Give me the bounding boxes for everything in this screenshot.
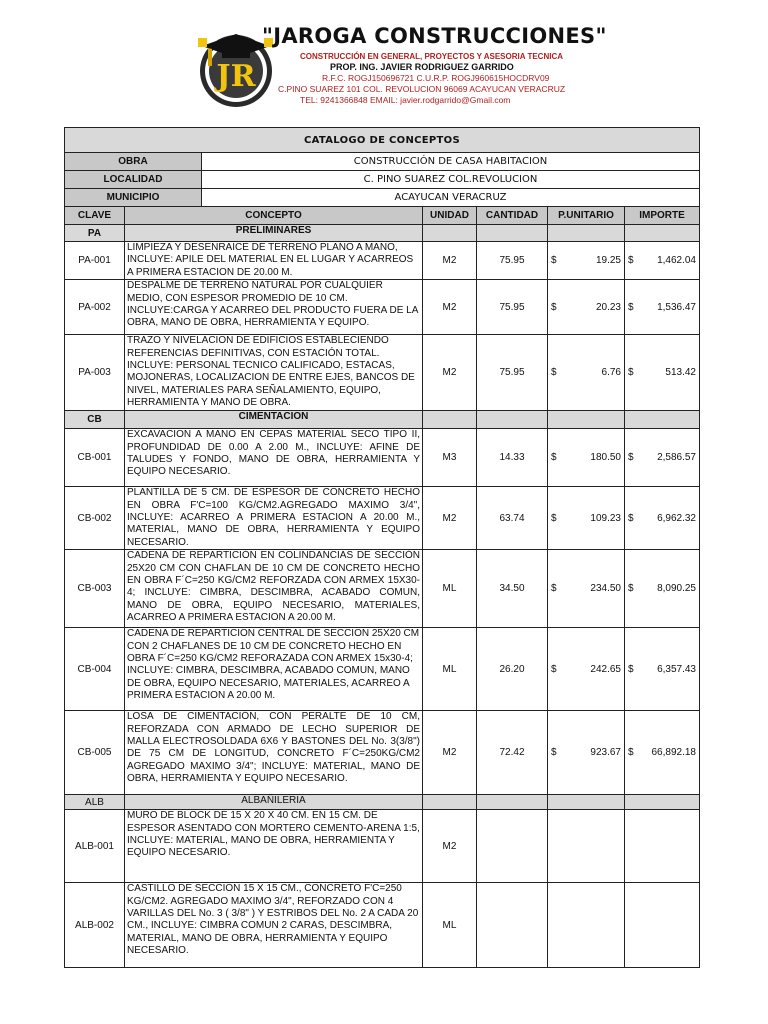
item-punitario (548, 711, 625, 795)
section-row (65, 225, 700, 242)
item-punitario (548, 628, 625, 711)
item-concepto: MURO DE BLOCK DE 15 X 20 X 40 CM. EN 15 CM. DE ESPESOR ASENTADO CON MORTERO CEMENTO-ARENA 1:5, INCLUYE: MATERIAL, MANO DE OBRA, HERRAMIENTA Y EQUIPO NECESARIO. (125, 810, 423, 883)
item-concepto: PLANTILLA DE 5 CM. DE ESPESOR DE CONCRETO HECHO EN OBRA F'C=100 KG/CM2.AGREGADO MAXIMO 3/4", INCLUYE: ACARREO A PRIMERA ESTACION A 20.00 M., MATERIAL, MANO DE OBRA, HERRAMIENTA Y EQUIPO NECESARIO. (125, 487, 423, 550)
municipio-label: MUNICIPIO (65, 189, 202, 207)
item-clave: PA-002 (65, 280, 125, 335)
item-unidad: M2 (423, 242, 477, 280)
company-address: C.PINO SUAREZ 101 COL. REVOLUCION 96069 ACAYUCAN VERACRUZ (278, 84, 566, 94)
currency-symbol: $ (628, 367, 634, 379)
currency-symbol: $ (628, 255, 634, 267)
currency-symbol: $ (551, 367, 557, 379)
item-concepto: CASTILLO DE SECCION 15 X 15 CM., CONCRETO F'C=250 KG/CM2. AGREGADO MAXIMO 3/4", REFORZADO CON 4 VARILLAS DEL No. 3 ( 3/8" ) Y ESTRIBOS DEL No. 2 A CADA 20 CM., INCLUYE: CIMBRA COMUN 2 CARAS, DESCIMBRA, MATERIAL, MANO DE OBRA, HERRAMIENTA Y EQUIPO NECESARIO. (125, 883, 423, 968)
item-punitario (548, 280, 625, 335)
section-empty-cell (548, 225, 625, 242)
importe-value: 66,892.18 (651, 747, 696, 759)
item-cantidad: 63.74 (477, 487, 548, 550)
item-importe (625, 711, 700, 795)
item-clave: CB-001 (65, 429, 125, 487)
table-row (65, 335, 700, 411)
item-cantidad: 14.33 (477, 429, 548, 487)
item-clave: CB-004 (65, 628, 125, 711)
item-cantidad (477, 883, 548, 968)
item-punitario (548, 429, 625, 487)
item-concepto: TRAZO Y NIVELACION DE EDIFICIOS ESTABLECIENDO REFERENCIAS DEFINITIVAS, CON ESTACIÓN TOTAL. INCLUYE: PERSONAL TECNICO CALIFICADO, ESTACAS, MOJONERAS, LOCALIZACION DE ENTRE EJES, BANCOS DE NIVEL, MATERIALES PARA SEÑALAMIENTO, EQUIPO, HERRAMIENTA Y MANO DE OBRA. (125, 335, 423, 411)
company-tagline: CONSTRUCCIÓN EN GENERAL, PROYECTOS Y ASESORIA TECNICA (300, 52, 563, 61)
item-clave: PA-003 (65, 335, 125, 411)
item-concepto: LIMPIEZA Y DESENRAICE DE TERRENO PLANO A MANO, INCLUYE: APILE DEL MATERIAL EN EL LUGAR Y ACARREOS A PRIMERA ESTACION DE 20.00 M. (125, 242, 423, 280)
table-row (65, 810, 700, 883)
importe-value: 1,462.04 (657, 255, 696, 267)
table-row (65, 280, 700, 335)
currency-symbol: $ (551, 512, 557, 524)
obra-label: OBRA (65, 153, 202, 171)
item-clave: CB-002 (65, 487, 125, 550)
item-cantidad: 72.42 (477, 711, 548, 795)
section-empty-cell (625, 225, 700, 242)
item-clave: ALB-001 (65, 810, 125, 883)
table-row (65, 487, 700, 550)
item-concepto: CADENA DE REPARTICIÓN EN COLINDANCIAS DE SECCIÓN 25X20 CM CON CHAFLAN DE 10 CM DE CONCRETO HECHO EN OBRA F´C=250 KG/CM2 REFORZADA CON ARMEX 15X30-4; INCLUYE: CIMBRA, DESCIMBRA, ACABADO COMUN, MANO DE OBRA, EQUIPO NECESARIO, MATERIALES, ACARREO A PRIMERA ESTACION A 20.00 M. (125, 550, 423, 628)
item-cantidad: 34.50 (477, 550, 548, 628)
currency-symbol: $ (628, 663, 634, 675)
item-punitario (548, 883, 625, 968)
item-concepto: LOSA DE CIMENTACIÓN, CON PERALTE DE 10 CM, REFORZADA CON ARMADO DE LECHO SUPERIOR DE MALLA ELECTROSOLDADA 6X6 Y BASTONES DEL No. 3(3/8") DE 75 CM DE LONGITUD, CONCRETO F´C=250KG/CM2 AGREGADO MAXIMO 3/4"; INCLUYE: MATERIAL, MANO DE OBRA, HERRAMIENTA Y EQUIPO NECESARIO. (125, 711, 423, 795)
importe-value: 2,586.57 (657, 452, 696, 464)
company-ids: R.F.C. ROGJ150696721 C.U.R.P. ROGJ960615HOCDRV09 (322, 73, 550, 83)
item-unidad: ML (423, 550, 477, 628)
importe-value: 513.42 (665, 367, 696, 379)
header-cantidad: CANTIDAD (477, 207, 548, 225)
item-punitario (548, 487, 625, 550)
item-importe (625, 628, 700, 711)
currency-symbol: $ (551, 583, 557, 595)
item-unidad: ML (423, 628, 477, 711)
section-empty-cell (423, 411, 477, 429)
item-punitario (548, 242, 625, 280)
importe-value: 1,536.47 (657, 301, 696, 313)
obra-value: CONSTRUCCIÓN DE CASA HABITACION (202, 153, 700, 171)
item-unidad: M2 (423, 711, 477, 795)
item-unidad: M2 (423, 335, 477, 411)
item-unidad: M2 (423, 280, 477, 335)
item-cantidad: 75.95 (477, 242, 548, 280)
item-cantidad: 75.95 (477, 280, 548, 335)
table-row (65, 628, 700, 711)
table-row (65, 883, 700, 968)
section-name: PRELIMINARES (125, 225, 423, 242)
item-clave: PA-001 (65, 242, 125, 280)
table-row (65, 429, 700, 487)
section-empty-cell (625, 795, 700, 810)
item-importe (625, 883, 700, 968)
item-importe (625, 335, 700, 411)
section-empty-cell (423, 795, 477, 810)
currency-symbol: $ (628, 452, 634, 464)
item-clave: CB-003 (65, 550, 125, 628)
company-owner: PROP. ING. JAVIER RODRIGUEZ GARRIDO (330, 62, 514, 72)
item-clave: ALB-002 (65, 883, 125, 968)
punitario-value: 180.50 (590, 452, 621, 464)
header-clave: CLAVE (65, 207, 125, 225)
item-importe (625, 810, 700, 883)
item-concepto: DESPALME DE TERRENO NATURAL POR CUALQUIER MEDIO, CON ESPESOR PROMEDIO DE 10 CM. INCLUYE:CARGA Y ACARREO DEL PRODUCTO FUERA DE LA OBRA, MANO DE OBRA, HERRAMIENTA Y EQUIPO. (125, 280, 423, 335)
importe-value: 6,962.32 (657, 512, 696, 524)
table-row (65, 550, 700, 628)
item-unidad: ML (423, 883, 477, 968)
section-code: PA (65, 225, 125, 242)
item-importe (625, 487, 700, 550)
section-empty-cell (423, 225, 477, 242)
item-concepto: EXCAVACION A MANO EN CEPAS MATERIAL SECO TIPO II, PROFUNDIDAD DE 0.00 A 2.00 M., INCLUYE: AFINE DE TALUDES Y FONDO, MANO DE OBRA, HERRAMIENTA Y EQUIPO NECESARIO. (125, 429, 423, 487)
logo-letters: JR (216, 59, 256, 94)
punitario-value: 19.25 (595, 255, 621, 267)
company-name: "JAROGA CONSTRUCCIONES" (262, 24, 607, 48)
header-punitario: P.UNITARIO (548, 207, 625, 225)
section-row (65, 795, 700, 810)
item-unidad: M2 (423, 487, 477, 550)
localidad-label: LOCALIDAD (65, 171, 202, 189)
section-name: CIMENTACION (125, 411, 423, 429)
punitario-value: 923.67 (590, 747, 621, 759)
punitario-value: 20.23 (595, 301, 621, 313)
section-empty-cell (548, 411, 625, 429)
importe-value: 6,357.43 (657, 663, 696, 675)
punitario-value: 242.65 (590, 663, 621, 675)
importe-value: 8,090.25 (657, 583, 696, 595)
header-concepto: CONCEPTO (125, 207, 423, 225)
currency-symbol: $ (551, 452, 557, 464)
currency-symbol: $ (551, 747, 557, 759)
currency-symbol: $ (628, 747, 634, 759)
item-cantidad: 26.20 (477, 628, 548, 711)
item-cantidad: 75.95 (477, 335, 548, 411)
item-importe (625, 429, 700, 487)
currency-symbol: $ (551, 301, 557, 313)
item-importe (625, 242, 700, 280)
section-empty-cell (477, 225, 548, 242)
table-row (65, 242, 700, 280)
localidad-value: C. PINO SUAREZ COL.REVOLUCION (202, 171, 700, 189)
currency-symbol: $ (628, 301, 634, 313)
section-empty-cell (548, 795, 625, 810)
punitario-value: 234.50 (590, 583, 621, 595)
item-importe (625, 280, 700, 335)
item-punitario (548, 810, 625, 883)
header-importe: IMPORTE (625, 207, 700, 225)
section-row (65, 411, 700, 429)
item-unidad: M3 (423, 429, 477, 487)
section-code: CB (65, 411, 125, 429)
section-empty-cell (477, 411, 548, 429)
currency-symbol: $ (628, 583, 634, 595)
header-unidad: UNIDAD (423, 207, 477, 225)
company-contact: TEL: 9241366848 EMAIL: javier.rodgarrido@Gmail.com (300, 95, 511, 105)
catalog-table (64, 127, 700, 968)
item-cantidad (477, 810, 548, 883)
currency-symbol: $ (551, 663, 557, 675)
section-empty-cell (625, 411, 700, 429)
catalog-title: CATALOGO DE CONCEPTOS (65, 128, 700, 153)
column-header-row (65, 207, 700, 225)
punitario-value: 109.23 (590, 512, 621, 524)
municipio-value: ACAYUCAN VERACRUZ (202, 189, 700, 207)
item-unidad: M2 (423, 810, 477, 883)
currency-symbol: $ (628, 512, 634, 524)
currency-symbol: $ (551, 255, 557, 267)
item-punitario (548, 335, 625, 411)
letterhead (190, 18, 610, 118)
section-name: ALBAÑILERIA (125, 795, 423, 810)
item-clave: CB-005 (65, 711, 125, 795)
item-importe (625, 550, 700, 628)
punitario-value: 6.76 (601, 367, 621, 379)
table-row (65, 711, 700, 795)
item-concepto: CADENA DE REPARTICION CENTRAL DE SECCION 25X20 CM CON 2 CHAFLANES DE 10 CM DE CONCRETO HECHO EN OBRA F´C=250 KG/CM2 REFORAZADA CON ARMEX 15x30-4; INCLUYE: CIMBRA, DESCIMBRA, ACABADO COMUN, MANO DE OBRA, EQUIPO NECESARIO, MATERIALES, ACARREO A PRIMERA ESTACION A 20.00 M. (125, 628, 423, 711)
section-code: ALB (65, 795, 125, 810)
item-punitario (548, 550, 625, 628)
section-empty-cell (477, 795, 548, 810)
